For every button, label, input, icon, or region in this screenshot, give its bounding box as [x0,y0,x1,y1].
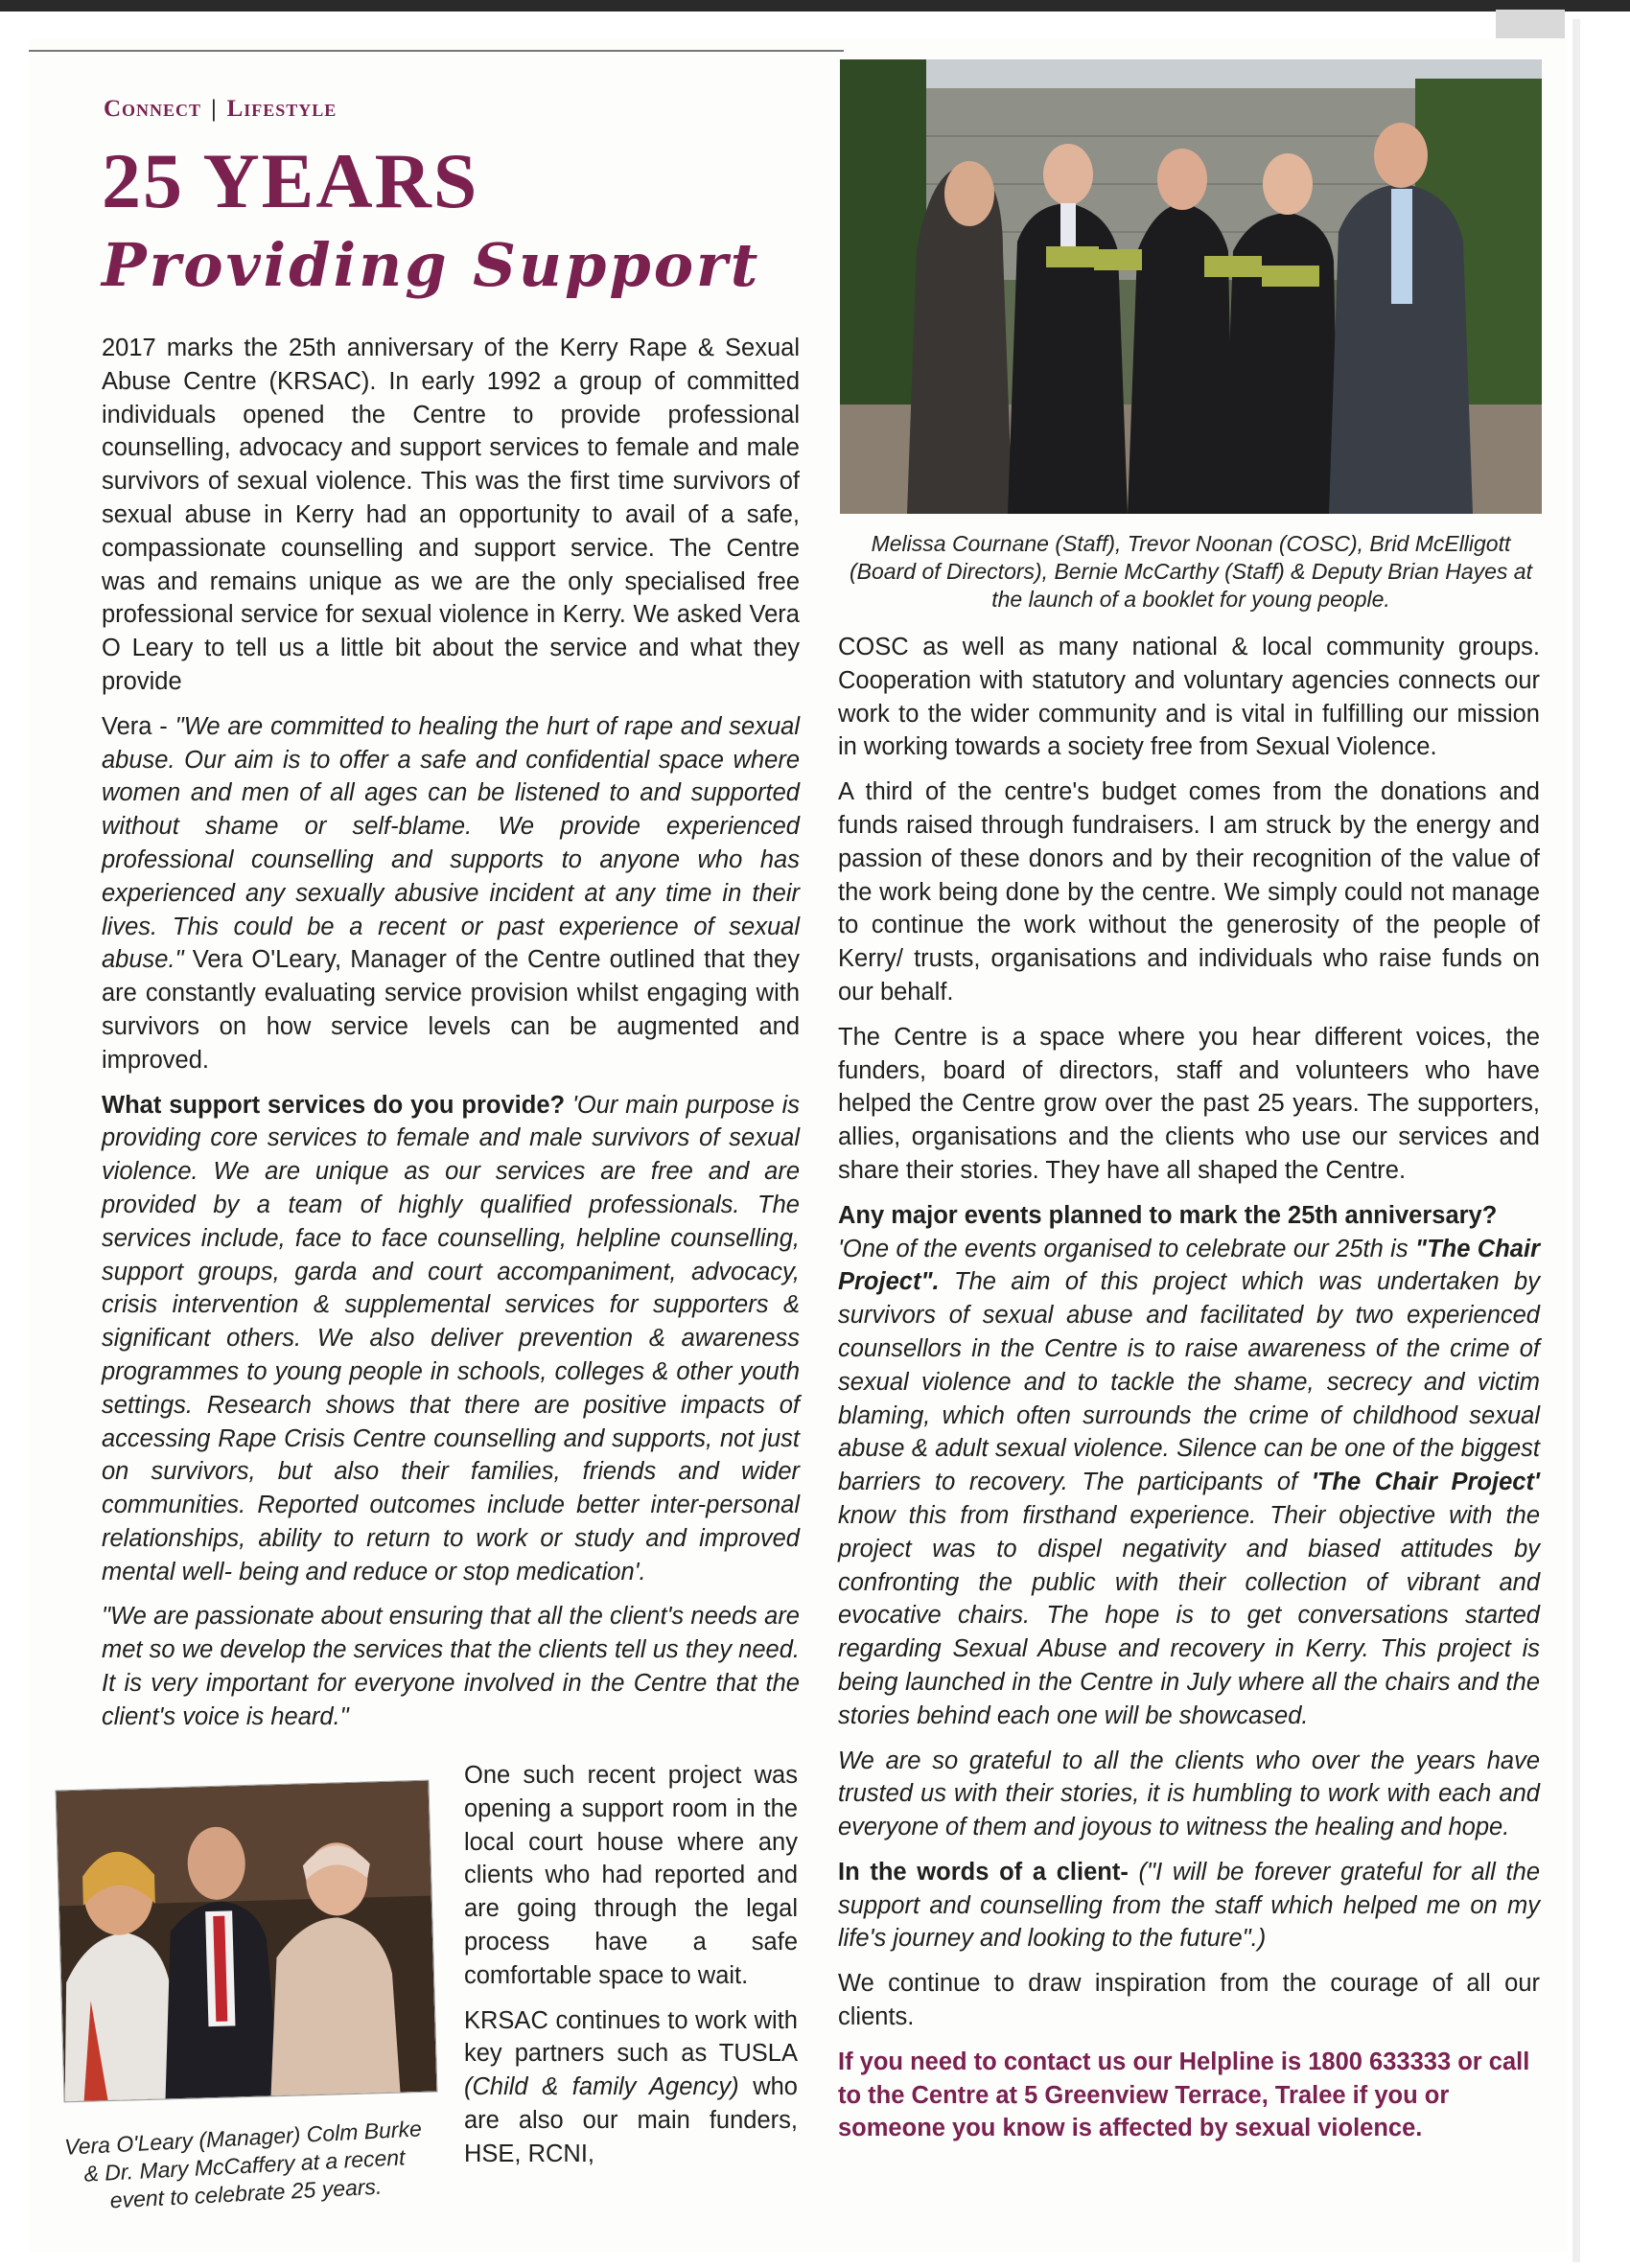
support-room-paragraph: One such recent project was opening a support room in the local court house where any clients who had reported and are going through the legal process have a safe comfortable space to wait. [464,1762,798,1989]
passion-quote [102,1600,800,1733]
grateful-paragraph [838,1745,1540,1844]
grateful-text: We are so grateful to all the clients who over the years have trusted us with their stories, it is humbling to work with each and everyone of them and joyous to witness the healing and hope. [838,1747,1540,1841]
group-photo-launch [840,59,1542,514]
subsection-label: Lifestyle [226,96,338,122]
vera-quote: "We are committed to healing the hurt of rape and sexual abuse. Our aim is to offer a safe and confidential space where women and men of all ages can be listened to and supported without shame or self-blame. We provide experienced professional counselling and supports to anyone who has experienced any sexually abusive incident at any time in their lives. This could be a recent or past experience of sexual abuse." [102,712,800,974]
client-words-paragraph [838,1856,1540,1956]
partners-text-a: KRSAC continues to work with key partners such as TUSLA [464,2006,798,2068]
scan-edge-top [0,0,1630,12]
headline-line-1: 25 YEARS [102,137,479,224]
events-question: Any major events planned to mark the 25th anniversary? [838,1201,1498,1229]
vera-rest: Vera O'Leary, Manager of the Centre outlined that they are constantly evaluating service provision whilst engaging with survivors on how service levels can be augmented and improved. [102,946,800,1074]
events-paragraph [838,1199,1540,1733]
events-answer-a: 'One of the events organised to celebrate our 25th is [838,1235,1415,1262]
inspiration-paragraph: We continue to draw inspiration from the courage of all our clients. [838,1970,1540,2031]
photo-caption-top: Melissa Cournane (Staff), Trevor Noonan (COSC), Brid McElligott (Board of Directors), Bernie McCarthy (Staff) & Deputy Brian Hayes at the launch of a booklet for young people. [850,531,1532,612]
services-paragraph [102,1089,800,1589]
partners-text-c: who are also our main funders, HSE, RCNI, [464,2073,798,2167]
helpline-contact: If you need to contact us our Helpline is 1800 633333 or call to the Centre at 5 Greenview Terrace, Tralee if you or someone you know is affected by sexual violence. [838,2048,1530,2142]
client-words-lead: In the words of a client- [838,1858,1129,1886]
scan-edge-right [1572,19,1580,2262]
partners-text-b: (Child & family Agency) [464,2073,739,2101]
cosc-paragraph: COSC as well as many national & local community groups. Cooperation with statutory and voluntary agencies connects our work to the wider community and is vital in fulfilling our mission in working towards a society free from Sexual Violence. [838,634,1540,761]
events-answer-e: know this from firsthand experience. Their objective with the project was to dispel negativity and biased attitudes by confronting the public with their collection of vibrant and evocative chairs. The hope is to get conversations started regarding Sexual Abuse and recovery in Kerry. This project is being launched in the Centre in July where all the chairs and the stories behind each one will be showcased. [838,1501,1540,1729]
article-column-right [838,631,1540,2157]
services-answer: 'Our main purpose is providing core services to female and male survivors of sexual violence. We are unique as our services are free and are provided by a team of highly qualified professionals. The services include, face to face counselling, helpline counselling, support groups, garda and court accompaniment, advocacy, crisis intervention & supplemental services for supporters & significant others. We also deliver prevention & awareness programmes to young people in schools, colleges & other youth settings. Research shows that there are positive impacts of accessing Rape Crisis Centre counselling and supports, not just on survivors, but also their families, friends and wider communities. Reported outcomes include better inter-personal relationships, ability to return to work or study and improved mental well- being and reduce or stop medication'. [102,1091,800,1585]
headline-line-2: Providing Support [102,230,761,300]
kicker-separator: | [211,96,218,122]
events-answer-b: "The Chair Project". [838,1235,1540,1296]
events-answer-c: The aim of this project which was undertaken by survivors of sexual abuse and facilitated by two experienced counsellors in the Centre is to raise awareness of the crime of sexual violence and to tackle the shame, secrecy and victim blaming, which often surrounds the crime of childhood sexual abuse & adult sexual violence. Silence can be one of the biggest barriers to recovery. The participants of [838,1268,1540,1496]
passion-quote-text: "We are passionate about ensuring that all the client's needs are met so we develop the services that the clients tell us they need. It is very important for everyone involved in the Centre that the client's voice is heard." [102,1603,800,1730]
header-rule [29,50,844,52]
partners-paragraph [464,2004,798,2171]
section-kicker [104,96,337,123]
vera-paragraph [102,710,800,1077]
group-photo-event [56,1780,438,2103]
events-answer-d: 'The Chair Project' [1311,1469,1540,1496]
intro-paragraph: 2017 marks the 25th anniversary of the Kerry Rape & Sexual Abuse Centre (KRSAC). In early 1992 a group of committed individuals opened the Centre to provide professional counselling, advocacy and support services to female and male survivors of sexual violence. This was the first time survivors of sexual abuse in Kerry had an opportunity to avail of a safe, compassionate counselling and support service. The Centre was and remains unique as we are the only specialised free professional service for sexual violence in Kerry. We asked Vera O Leary to tell us a little bit about the service and what they provide [102,335,800,695]
article-column-left [102,332,800,1746]
client-words-quote: ("I will be forever grateful for all the support and counselling from the staff which helped me on my life's journey and looking to the future".) [838,1858,1541,1953]
services-question: What support services do you provide? [102,1091,566,1119]
voices-paragraph: The Centre is a space where you hear different voices, the funders, board of directors, staff and volunteers who have helped the Centre grow over the past 25 years. The supporters, allies, organisations and the clients who use our services and share their stories. They have all shaped the Centre. [838,1023,1540,1184]
vera-lead: Vera - [102,712,175,740]
photo-caption-bottom: Vera O'Leary (Manager) Colm Burke & Dr. Mary McCaffery at a recent event to celebrate 25 years. [63,2116,423,2213]
article-column-middle [464,1759,798,2183]
budget-paragraph: A third of the centre's budget comes from the donations and funds raised through fundraisers. I am struck by the energy and passion of these donors and by their recognition of the value of the work being done by the centre. We simply could not manage to continue the work without the generosity of the people of Kerry/ trusts, organisations and individuals who raise funds on our behalf. [838,778,1540,1006]
section-label: Connect [104,96,202,122]
